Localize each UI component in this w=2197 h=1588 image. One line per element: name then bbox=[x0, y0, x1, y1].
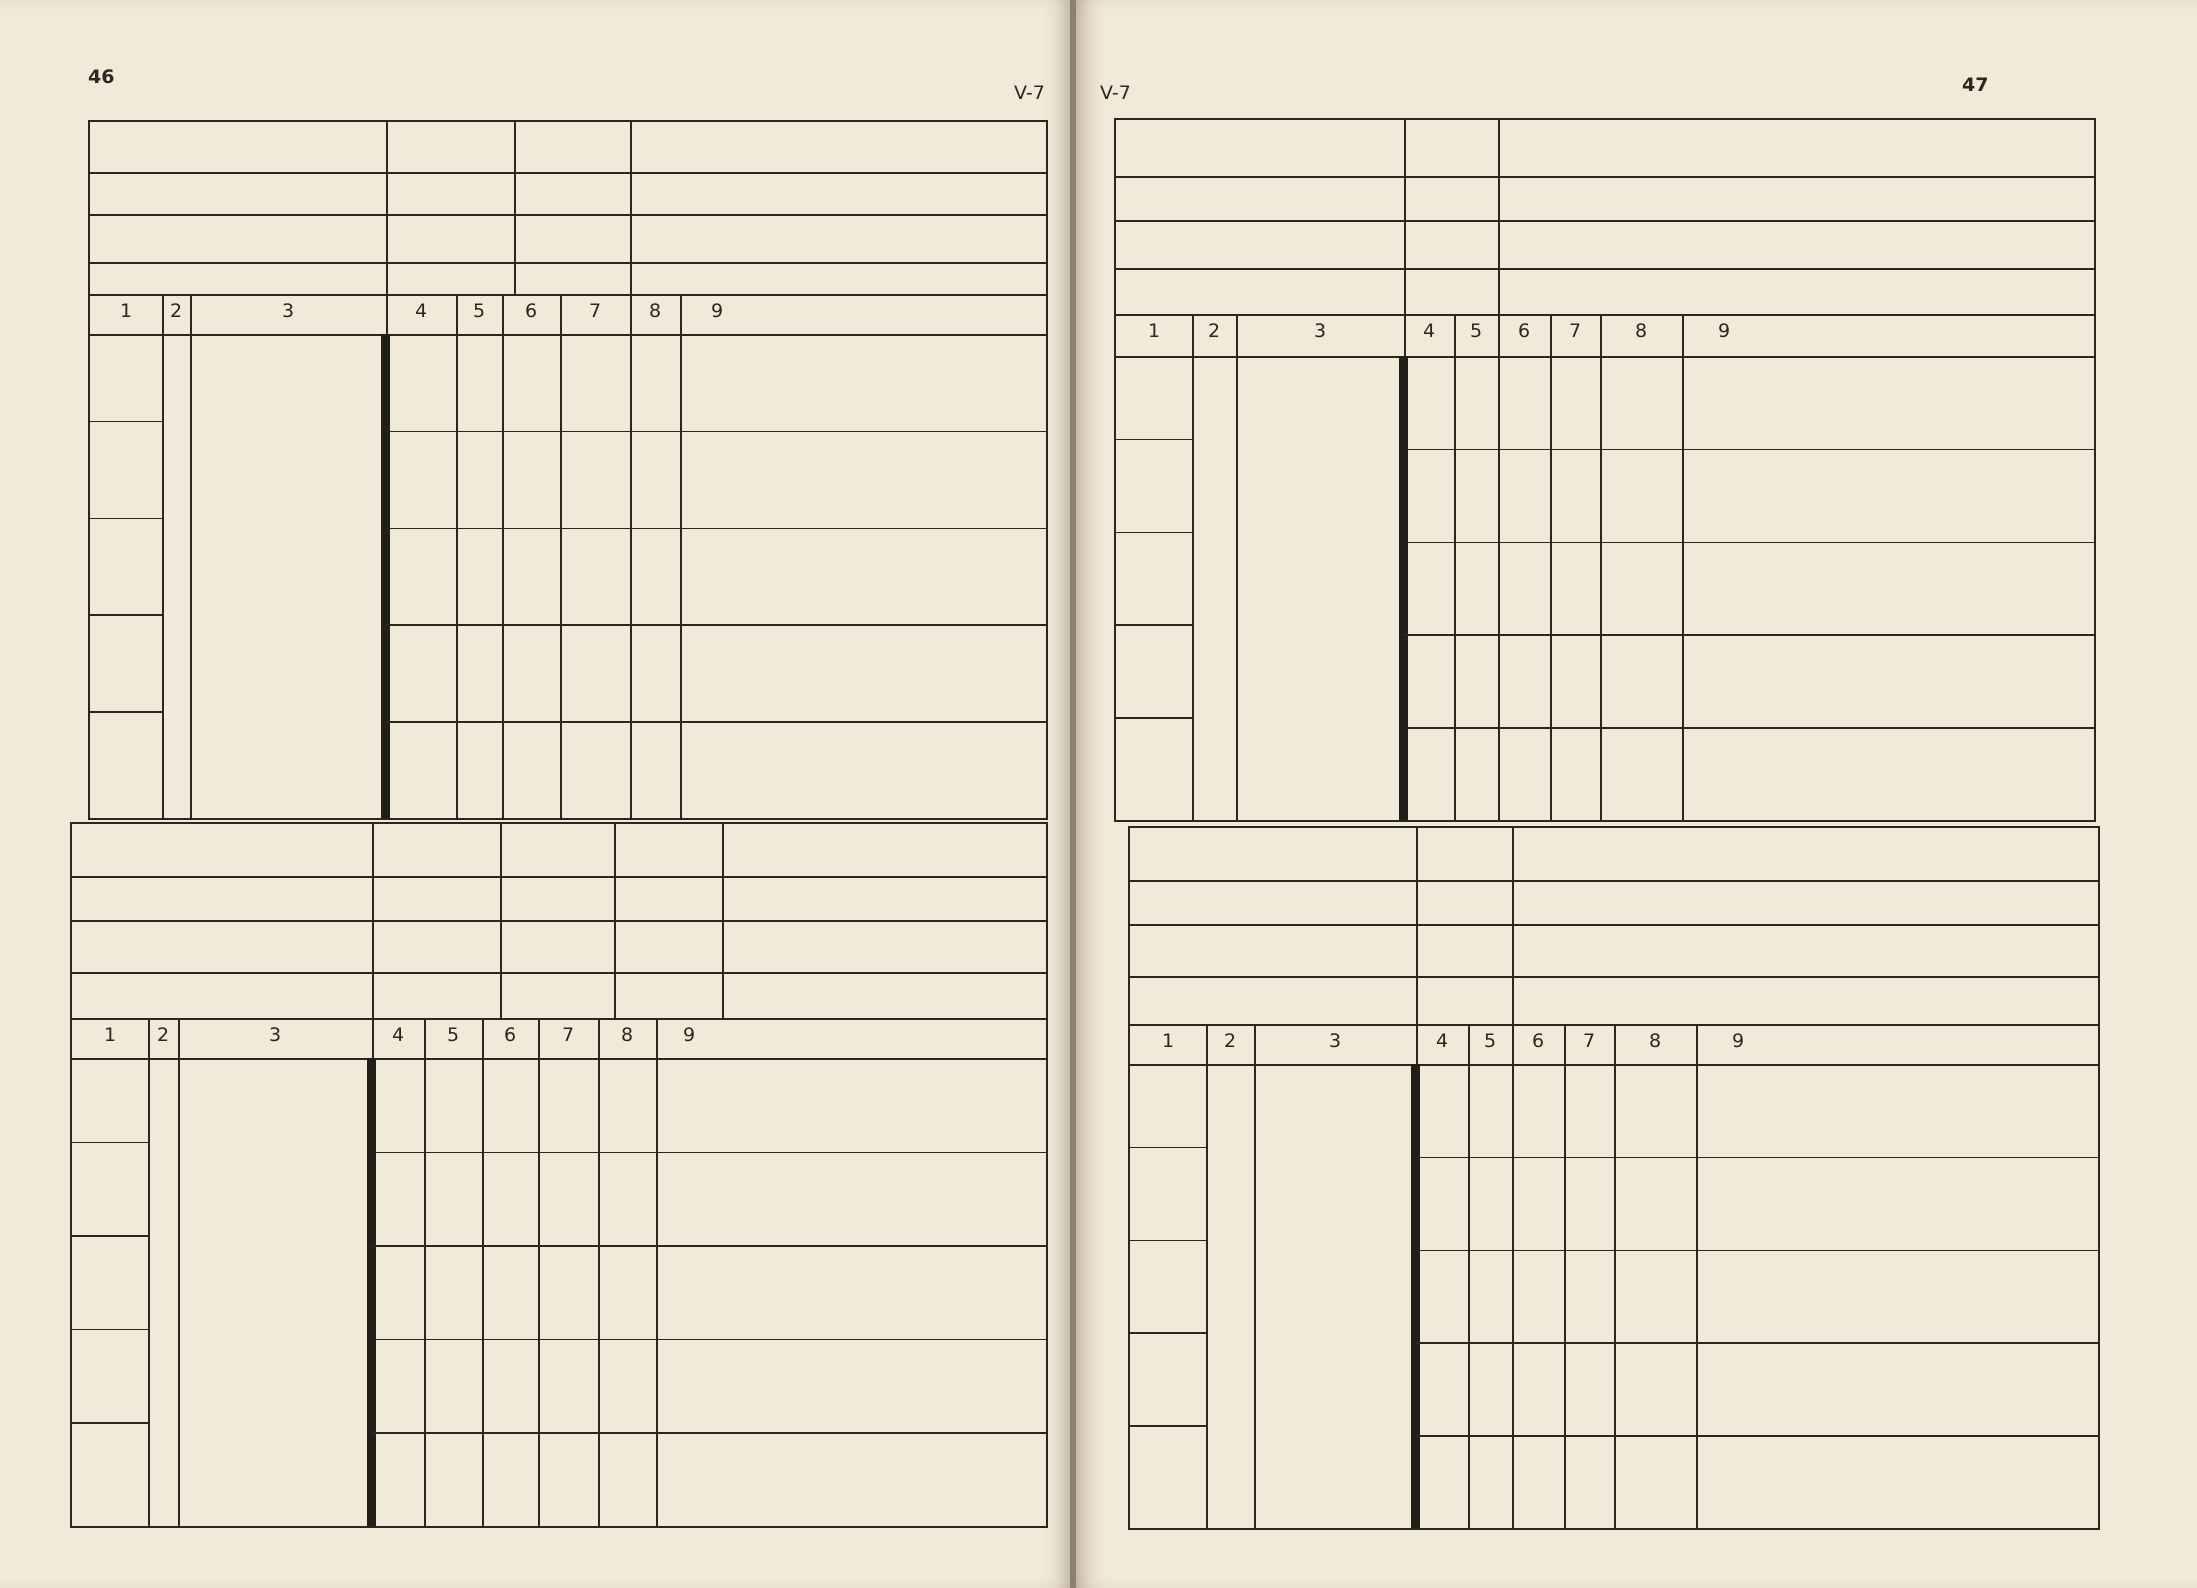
column-number: 8 bbox=[1634, 320, 1648, 342]
rule-line bbox=[90, 334, 1046, 336]
column-number: 1 bbox=[119, 300, 133, 322]
column-number: 5 bbox=[472, 300, 486, 322]
rule-line bbox=[1696, 1024, 1698, 1064]
rule-line bbox=[90, 214, 1046, 216]
rule-line bbox=[72, 972, 1046, 974]
rule-line bbox=[1236, 356, 1238, 820]
column-number: 5 bbox=[1483, 1030, 1497, 1052]
column-number: 1 bbox=[1147, 320, 1161, 342]
column-number: 8 bbox=[648, 300, 662, 322]
rule-line bbox=[1116, 176, 2094, 178]
rule-line bbox=[90, 172, 1046, 174]
right-page bbox=[1076, 0, 2197, 1588]
rule-line bbox=[386, 624, 1046, 626]
timetable-upper bbox=[1114, 118, 2096, 822]
rule-line bbox=[178, 1018, 180, 1058]
rule-line bbox=[538, 1018, 540, 1058]
thick-rule bbox=[381, 334, 390, 818]
rule-line bbox=[1498, 314, 1500, 356]
rule-line bbox=[90, 518, 162, 520]
rule-line bbox=[1498, 120, 1500, 314]
timetable-lower bbox=[70, 822, 1048, 1528]
column-number: 3 bbox=[268, 1024, 282, 1046]
rule-line bbox=[1116, 532, 1192, 534]
column-number: 2 bbox=[156, 1024, 170, 1046]
rule-line bbox=[1116, 314, 2094, 316]
column-number: 9 bbox=[682, 1024, 696, 1046]
rule-line bbox=[1454, 356, 1456, 820]
timetable-lower bbox=[1128, 826, 2100, 1530]
rule-line bbox=[1404, 449, 2094, 451]
rule-line bbox=[1696, 1064, 1698, 1528]
column-number: 5 bbox=[1469, 320, 1483, 342]
rule-line bbox=[1116, 624, 1192, 626]
rule-line bbox=[656, 1018, 658, 1058]
rule-line bbox=[1404, 314, 1406, 356]
rule-line bbox=[1254, 1024, 1256, 1064]
column-number: 7 bbox=[588, 300, 602, 322]
rule-line bbox=[1416, 828, 1418, 1024]
rule-line bbox=[560, 334, 562, 818]
rule-line bbox=[1206, 1064, 1208, 1528]
rule-line bbox=[386, 721, 1046, 723]
rule-line bbox=[1416, 1435, 2098, 1437]
rule-line bbox=[1468, 1024, 1470, 1064]
column-number: 3 bbox=[1328, 1030, 1342, 1052]
rule-line bbox=[722, 824, 724, 1018]
rule-line bbox=[90, 421, 162, 423]
rule-line bbox=[1600, 356, 1602, 820]
rule-line bbox=[90, 614, 162, 616]
rule-line bbox=[190, 334, 192, 818]
rule-line bbox=[1206, 1024, 1208, 1064]
rule-line bbox=[72, 1235, 148, 1237]
column-number: 9 bbox=[1731, 1030, 1745, 1052]
rule-line bbox=[1116, 717, 1192, 719]
rule-line bbox=[1512, 828, 1514, 1024]
rule-line bbox=[1130, 976, 2098, 978]
rule-line bbox=[386, 294, 388, 334]
rule-line bbox=[1468, 1064, 1470, 1528]
rule-line bbox=[1404, 634, 2094, 636]
rule-line bbox=[1116, 439, 1192, 441]
rule-line bbox=[1254, 1064, 1256, 1528]
section-code: V-7 bbox=[1100, 82, 1131, 104]
rule-line bbox=[1614, 1064, 1616, 1528]
rule-line bbox=[1130, 924, 2098, 926]
page-number: 46 bbox=[88, 66, 115, 88]
column-number: 1 bbox=[103, 1024, 117, 1046]
rule-line bbox=[1192, 356, 1194, 820]
rule-line bbox=[372, 1339, 1046, 1341]
rule-line bbox=[1130, 1425, 1206, 1427]
rule-line bbox=[72, 876, 1046, 878]
rule-line bbox=[1404, 727, 2094, 729]
rule-line bbox=[1116, 268, 2094, 270]
column-number: 7 bbox=[1568, 320, 1582, 342]
rule-line bbox=[500, 824, 502, 1018]
column-number: 3 bbox=[281, 300, 295, 322]
rule-line bbox=[1512, 1064, 1514, 1528]
rule-line bbox=[1116, 356, 2094, 358]
rule-line bbox=[560, 294, 562, 334]
rule-line bbox=[90, 294, 1046, 296]
rule-line bbox=[72, 1329, 148, 1331]
column-number: 2 bbox=[169, 300, 183, 322]
column-number: 8 bbox=[620, 1024, 634, 1046]
rule-line bbox=[162, 334, 164, 818]
rule-line bbox=[598, 1018, 600, 1058]
rule-line bbox=[372, 1018, 374, 1058]
rule-line bbox=[630, 294, 632, 334]
column-number: 6 bbox=[1531, 1030, 1545, 1052]
rule-line bbox=[1416, 1024, 1418, 1064]
rule-line bbox=[1416, 1250, 2098, 1252]
rule-line bbox=[630, 334, 632, 818]
rule-line bbox=[630, 122, 632, 294]
rule-line bbox=[72, 1058, 1046, 1060]
rule-line bbox=[1682, 356, 1684, 820]
rule-line bbox=[1512, 1024, 1514, 1064]
rule-line bbox=[1550, 356, 1552, 820]
rule-line bbox=[372, 1432, 1046, 1434]
column-number: 4 bbox=[414, 300, 428, 322]
rule-line bbox=[90, 711, 162, 713]
rule-line bbox=[1130, 1240, 1206, 1242]
column-number: 7 bbox=[1582, 1030, 1596, 1052]
rule-line bbox=[72, 1018, 1046, 1020]
column-number: 5 bbox=[446, 1024, 460, 1046]
rule-line bbox=[372, 824, 374, 1018]
column-number: 4 bbox=[1435, 1030, 1449, 1052]
rule-line bbox=[1130, 1147, 1206, 1149]
rule-line bbox=[1404, 120, 1406, 314]
rule-line bbox=[656, 1058, 658, 1526]
rule-line bbox=[386, 431, 1046, 433]
column-number: 2 bbox=[1223, 1030, 1237, 1052]
rule-line bbox=[372, 1152, 1046, 1154]
rule-line bbox=[424, 1058, 426, 1526]
rule-line bbox=[456, 334, 458, 818]
rule-line bbox=[1416, 1157, 2098, 1159]
column-number: 1 bbox=[1161, 1030, 1175, 1052]
column-number: 6 bbox=[503, 1024, 517, 1046]
rule-line bbox=[1498, 356, 1500, 820]
rule-line bbox=[598, 1058, 600, 1526]
rule-line bbox=[482, 1058, 484, 1526]
left-page bbox=[0, 0, 1072, 1588]
rule-line bbox=[1130, 880, 2098, 882]
rule-line bbox=[178, 1058, 180, 1526]
column-number: 2 bbox=[1207, 320, 1221, 342]
thick-rule bbox=[1399, 356, 1408, 820]
rule-line bbox=[538, 1058, 540, 1526]
column-number: 9 bbox=[1717, 320, 1731, 342]
rule-line bbox=[514, 122, 516, 294]
timetable-upper bbox=[88, 120, 1048, 820]
column-number: 9 bbox=[710, 300, 724, 322]
column-number: 8 bbox=[1648, 1030, 1662, 1052]
rule-line bbox=[1404, 542, 2094, 544]
rule-line bbox=[502, 294, 504, 334]
column-number: 6 bbox=[1517, 320, 1531, 342]
column-number: 7 bbox=[561, 1024, 575, 1046]
rule-line bbox=[72, 920, 1046, 922]
rule-line bbox=[1550, 314, 1552, 356]
rule-line bbox=[680, 334, 682, 818]
rule-line bbox=[72, 1422, 148, 1424]
rule-line bbox=[456, 294, 458, 334]
rule-line bbox=[1130, 1332, 1206, 1334]
rule-line bbox=[1682, 314, 1684, 356]
rule-line bbox=[1564, 1024, 1566, 1064]
rule-line bbox=[386, 528, 1046, 530]
rule-line bbox=[1416, 1342, 2098, 1344]
section-code: V-7 bbox=[1014, 82, 1045, 104]
rule-line bbox=[482, 1018, 484, 1058]
rule-line bbox=[502, 334, 504, 818]
rule-line bbox=[424, 1018, 426, 1058]
thick-rule bbox=[1411, 1064, 1420, 1528]
rule-line bbox=[680, 294, 682, 334]
rule-line bbox=[1236, 314, 1238, 356]
page-number: 47 bbox=[1962, 74, 1989, 96]
rule-line bbox=[372, 1245, 1046, 1247]
rule-line bbox=[148, 1058, 150, 1526]
rule-line bbox=[614, 824, 616, 1018]
column-number: 6 bbox=[524, 300, 538, 322]
rule-line bbox=[72, 1142, 148, 1144]
rule-line bbox=[1192, 314, 1194, 356]
rule-line bbox=[386, 122, 388, 294]
rule-line bbox=[90, 262, 1046, 264]
rule-line bbox=[1564, 1064, 1566, 1528]
rule-line bbox=[1600, 314, 1602, 356]
column-number: 3 bbox=[1313, 320, 1327, 342]
rule-line bbox=[1454, 314, 1456, 356]
thick-rule bbox=[367, 1058, 376, 1526]
column-number: 4 bbox=[391, 1024, 405, 1046]
rule-line bbox=[1614, 1024, 1616, 1064]
column-number: 4 bbox=[1422, 320, 1436, 342]
rule-line bbox=[1116, 220, 2094, 222]
